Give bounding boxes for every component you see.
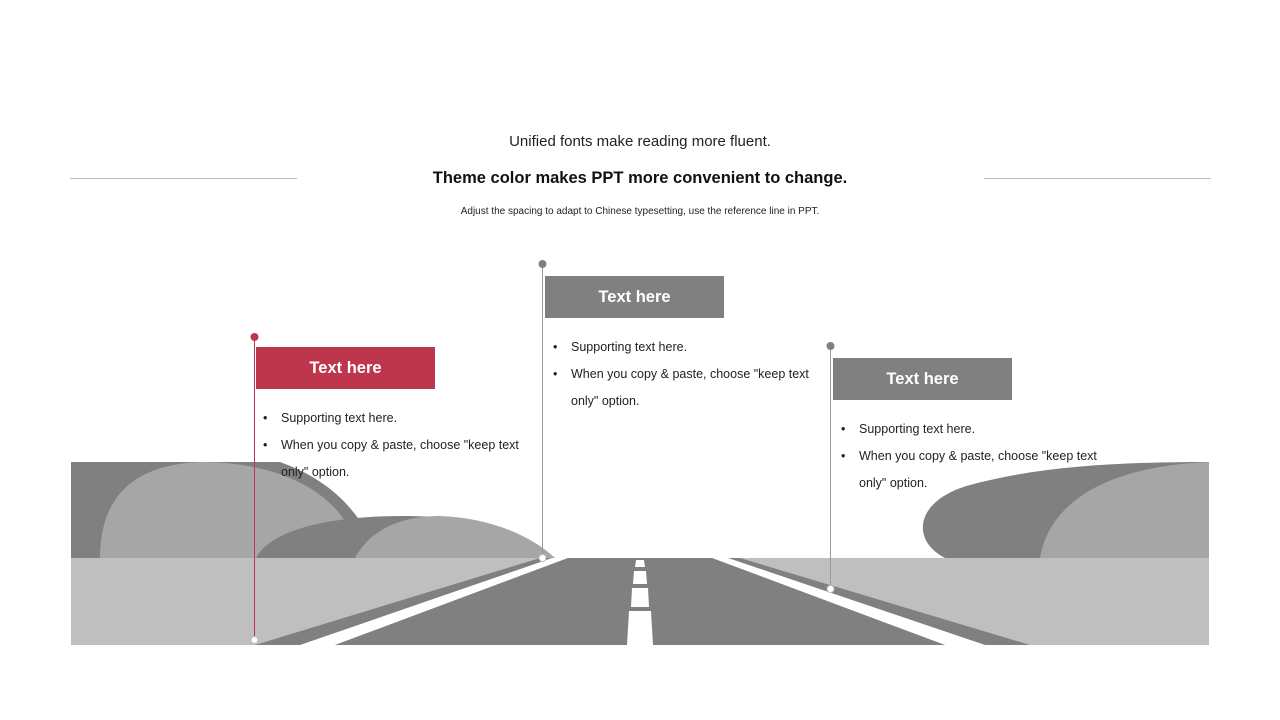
- bullet-item: [256, 405, 526, 432]
- milestone-2-label: Text here: [545, 276, 724, 318]
- flag-pole-3-base-dot: [827, 586, 834, 593]
- bullet-item: [256, 432, 526, 486]
- flag-pole-1-top-dot: [251, 333, 259, 341]
- bullet-dot: •: [553, 367, 558, 381]
- bullet-dot: •: [263, 411, 268, 425]
- bullet-text: Supporting text here.: [859, 422, 976, 436]
- lane-dash: [631, 588, 649, 607]
- bullet-item: [834, 443, 1104, 497]
- milestone-3-bullets: [834, 416, 1104, 497]
- bullet-text: When you copy & paste, choose "keep text only" option.: [859, 449, 1097, 490]
- bullet-text: Supporting text here.: [571, 340, 688, 354]
- description-note: Adjust the spacing to adapt to Chinese typesetting, use the reference line in PPT.: [460, 206, 820, 217]
- lane-dash: [633, 571, 647, 584]
- bullet-dot: •: [841, 422, 846, 436]
- lane-dash: [627, 611, 653, 645]
- flag-pole-2-base-dot: [539, 555, 546, 562]
- flag-pole-3-top-dot: [827, 342, 835, 350]
- bullet-dot: •: [263, 438, 268, 452]
- bullet-item: [834, 416, 1104, 443]
- bullet-text: When you copy & paste, choose "keep text only" option.: [281, 438, 519, 479]
- milestone-1-bullets: [256, 405, 526, 486]
- bullet-text: When you copy & paste, choose "keep text only" option.: [571, 367, 809, 408]
- milestone-2-bullets: [546, 334, 816, 415]
- bullet-dot: •: [553, 340, 558, 354]
- bullet-text: Supporting text here.: [281, 411, 398, 425]
- page-title: Theme color makes PPT more convenient to change.: [432, 169, 848, 187]
- flag-pole-2-top-dot: [539, 260, 547, 268]
- bullet-item: [546, 334, 816, 361]
- lane-dash: [635, 560, 645, 567]
- bullet-item: [546, 361, 816, 415]
- bullet-dot: •: [841, 449, 846, 463]
- milestone-3-label: Text here: [833, 358, 1012, 400]
- subtitle: Unified fonts make reading more fluent.: [509, 133, 771, 150]
- flag-pole-1-base-dot: [251, 637, 258, 644]
- milestone-1-label: Text here: [256, 347, 435, 389]
